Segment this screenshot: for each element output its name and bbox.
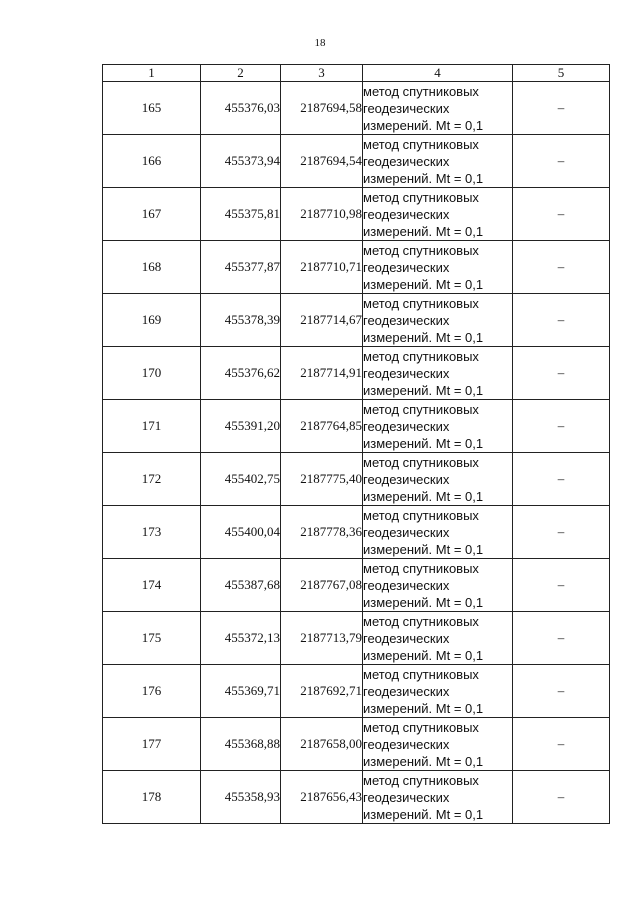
table-row xyxy=(103,718,610,771)
column5-cell: – xyxy=(513,188,610,241)
column5-cell: – xyxy=(513,400,610,453)
method-cell xyxy=(363,400,513,453)
y-coordinate-cell: 2187775,40 xyxy=(281,453,363,506)
column5-cell: – xyxy=(513,135,610,188)
method-text-line: геодезических xyxy=(363,789,450,805)
method-text-line: геодезических xyxy=(363,471,450,487)
x-coordinate-cell: 455387,68 xyxy=(201,559,281,612)
column5-cell: – xyxy=(513,453,610,506)
table-row xyxy=(103,771,610,824)
method-cell xyxy=(363,453,513,506)
y-coordinate-cell: 2187694,58 xyxy=(281,82,363,135)
method-text-line: метод спутниковых xyxy=(363,83,479,99)
table-row xyxy=(103,453,610,506)
method-cell xyxy=(363,718,513,771)
y-coordinate-cell: 2187656,43 xyxy=(281,771,363,824)
y-coordinate-cell: 2187778,36 xyxy=(281,506,363,559)
method-text-line: геодезических xyxy=(363,683,450,699)
x-coordinate-cell: 455373,94 xyxy=(201,135,281,188)
method-text-line: измерений. Mt = 0,1 xyxy=(363,753,484,769)
method-text-line: измерений. Mt = 0,1 xyxy=(363,806,484,822)
method-text-line: измерений. Mt = 0,1 xyxy=(363,488,484,504)
method-text-line: измерений. Mt = 0,1 xyxy=(363,700,484,716)
x-coordinate-cell: 455400,04 xyxy=(201,506,281,559)
point-number-cell: 177 xyxy=(103,718,201,771)
method-cell xyxy=(363,612,513,665)
x-coordinate-cell: 455402,75 xyxy=(201,453,281,506)
header-cell-5: 5 xyxy=(513,65,610,82)
method-text-line: геодезических xyxy=(363,418,450,434)
column5-cell: – xyxy=(513,718,610,771)
method-text-line: измерений. Mt = 0,1 xyxy=(363,435,484,451)
header-cell-1: 1 xyxy=(103,65,201,82)
page-number: 18 xyxy=(314,37,326,49)
method-text-line: измерений. Mt = 0,1 xyxy=(363,382,484,398)
y-coordinate-cell: 2187764,85 xyxy=(281,400,363,453)
column5-cell: – xyxy=(513,506,610,559)
table-row xyxy=(103,241,610,294)
point-number-cell: 175 xyxy=(103,612,201,665)
point-number-cell: 171 xyxy=(103,400,201,453)
method-text-line: геодезических xyxy=(363,259,450,275)
column5-cell: – xyxy=(513,347,610,400)
point-number-cell: 174 xyxy=(103,559,201,612)
table-row xyxy=(103,135,610,188)
y-coordinate-cell: 2187694,54 xyxy=(281,135,363,188)
point-number-cell: 169 xyxy=(103,294,201,347)
table-header xyxy=(103,65,610,82)
y-coordinate-cell: 2187713,79 xyxy=(281,612,363,665)
method-text-line: геодезических xyxy=(363,100,450,116)
table-row xyxy=(103,612,610,665)
method-text-line: геодезических xyxy=(363,312,450,328)
y-coordinate-cell: 2187714,91 xyxy=(281,347,363,400)
method-text-line: геодезических xyxy=(363,153,450,169)
column5-cell: – xyxy=(513,665,610,718)
method-text-line: метод спутниковых xyxy=(363,136,479,152)
method-cell xyxy=(363,135,513,188)
method-text-line: метод спутниковых xyxy=(363,242,479,258)
method-text-line: метод спутниковых xyxy=(363,613,479,629)
method-text-line: геодезических xyxy=(363,365,450,381)
table-row xyxy=(103,559,610,612)
header-row xyxy=(103,65,610,82)
method-cell xyxy=(363,294,513,347)
table-row xyxy=(103,506,610,559)
point-number-cell: 167 xyxy=(103,188,201,241)
method-text-line: метод спутниковых xyxy=(363,560,479,576)
x-coordinate-cell: 455358,93 xyxy=(201,771,281,824)
method-text-line: измерений. Mt = 0,1 xyxy=(363,594,484,610)
column5-cell: – xyxy=(513,771,610,824)
method-text-line: измерений. Mt = 0,1 xyxy=(363,276,484,292)
method-text-line: измерений. Mt = 0,1 xyxy=(363,647,484,663)
point-number-cell: 178 xyxy=(103,771,201,824)
method-cell xyxy=(363,82,513,135)
method-text-line: метод спутниковых xyxy=(363,295,479,311)
method-text-line: измерений. Mt = 0,1 xyxy=(363,117,484,133)
method-text-line: измерений. Mt = 0,1 xyxy=(363,223,484,239)
point-number-cell: 176 xyxy=(103,665,201,718)
x-coordinate-cell: 455376,62 xyxy=(201,347,281,400)
y-coordinate-cell: 2187710,71 xyxy=(281,241,363,294)
method-text-line: геодезических xyxy=(363,524,450,540)
header-cell-3: 3 xyxy=(281,65,363,82)
table-row xyxy=(103,400,610,453)
method-text-line: геодезических xyxy=(363,577,450,593)
table-row xyxy=(103,294,610,347)
method-text-line: метод спутниковых xyxy=(363,666,479,682)
header-cell-4: 4 xyxy=(363,65,513,82)
y-coordinate-cell: 2187767,08 xyxy=(281,559,363,612)
method-text-line: метод спутниковых xyxy=(363,719,479,735)
x-coordinate-cell: 455372,13 xyxy=(201,612,281,665)
y-coordinate-cell: 2187710,98 xyxy=(281,188,363,241)
point-number-cell: 165 xyxy=(103,82,201,135)
method-text-line: измерений. Mt = 0,1 xyxy=(363,541,484,557)
x-coordinate-cell: 455369,71 xyxy=(201,665,281,718)
column5-cell: – xyxy=(513,82,610,135)
table-row xyxy=(103,665,610,718)
method-cell xyxy=(363,241,513,294)
x-coordinate-cell: 455376,03 xyxy=(201,82,281,135)
point-number-cell: 173 xyxy=(103,506,201,559)
y-coordinate-cell: 2187692,71 xyxy=(281,665,363,718)
point-number-cell: 170 xyxy=(103,347,201,400)
method-cell xyxy=(363,347,513,400)
header-cell-2: 2 xyxy=(201,65,281,82)
column5-cell: – xyxy=(513,241,610,294)
table-row xyxy=(103,347,610,400)
method-text-line: измерений. Mt = 0,1 xyxy=(363,329,484,345)
y-coordinate-cell: 2187658,00 xyxy=(281,718,363,771)
method-cell xyxy=(363,771,513,824)
x-coordinate-cell: 455378,39 xyxy=(201,294,281,347)
method-text-line: геодезических xyxy=(363,630,450,646)
method-cell xyxy=(363,559,513,612)
method-cell xyxy=(363,665,513,718)
method-text-line: метод спутниковых xyxy=(363,401,479,417)
method-cell xyxy=(363,506,513,559)
method-text-line: геодезических xyxy=(363,206,450,222)
method-text-line: геодезических xyxy=(363,736,450,752)
method-text-line: метод спутниковых xyxy=(363,348,479,364)
column5-cell: – xyxy=(513,294,610,347)
method-text-line: метод спутниковых xyxy=(363,772,479,788)
point-number-cell: 168 xyxy=(103,241,201,294)
point-number-cell: 172 xyxy=(103,453,201,506)
table-body xyxy=(103,82,610,824)
column5-cell: – xyxy=(513,612,610,665)
method-text-line: измерений. Mt = 0,1 xyxy=(363,170,484,186)
x-coordinate-cell: 455391,20 xyxy=(201,400,281,453)
table-row xyxy=(103,188,610,241)
coordinates-table xyxy=(102,64,610,824)
x-coordinate-cell: 455375,81 xyxy=(201,188,281,241)
column5-cell: – xyxy=(513,559,610,612)
y-coordinate-cell: 2187714,67 xyxy=(281,294,363,347)
x-coordinate-cell: 455368,88 xyxy=(201,718,281,771)
method-text-line: метод спутниковых xyxy=(363,454,479,470)
method-text-line: метод спутниковых xyxy=(363,189,479,205)
method-cell xyxy=(363,188,513,241)
table-row xyxy=(103,82,610,135)
method-text-line: метод спутниковых xyxy=(363,507,479,523)
point-number-cell: 166 xyxy=(103,135,201,188)
x-coordinate-cell: 455377,87 xyxy=(201,241,281,294)
